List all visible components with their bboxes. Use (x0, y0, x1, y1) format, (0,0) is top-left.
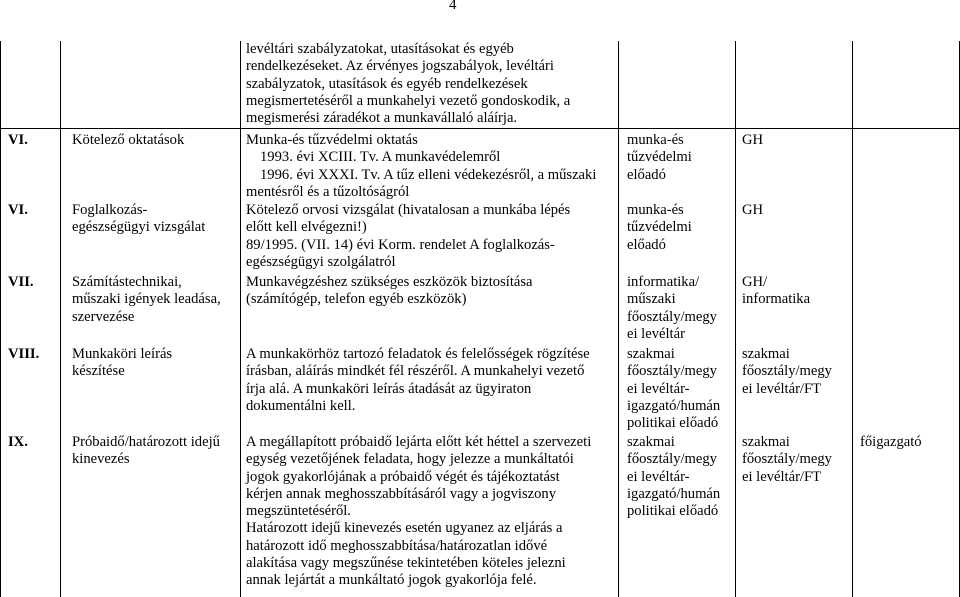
text-line: annak lejártát a munkáltató jogok gyakorlója felé. (246, 572, 537, 589)
row-extra (860, 434, 922, 451)
page-number: 4 (449, 0, 457, 13)
text-line: kérjen annak meghosszabbításáról vagy a jogviszony (246, 485, 557, 502)
text-line: mentésről és a tűzoltóságról (246, 183, 410, 200)
text-line: kinevezés (72, 451, 130, 468)
row-title (72, 274, 221, 326)
text-line: A megállapított próbaidő lejárta előtt két héttel a szervezeti (246, 434, 592, 450)
text-line: GH (742, 202, 764, 218)
text-line: főigazgató (860, 434, 922, 450)
grid-line-row (0, 128, 960, 129)
text-line: 89/1995. (VII. 14) évi Korm. rendelet A foglalkozás- (246, 236, 555, 253)
text-line: ei levéltár- (627, 468, 690, 485)
text-line: alakítása vagy megszűnése tekintetében köteles jelezni (246, 555, 566, 572)
row-responsible (627, 274, 717, 343)
text-line: ei levéltár- (627, 380, 690, 397)
text-line: szabályzatok, utasítások és egyéb rendelkezések (246, 75, 528, 92)
grid-line-col4 (618, 41, 619, 597)
grid-line-left (0, 41, 1, 597)
text-line: írja alá. A munkaköri leírás átadását az ügyiraton (246, 380, 532, 397)
text-line: megszüntetéséről. (246, 503, 351, 520)
row-content (246, 132, 596, 201)
text-line: egészségügyi szolgálatról (246, 253, 396, 270)
procedure-table (0, 41, 960, 597)
text-line: írásban, aláírás mindkét fél részéről. A munkahelyi vezető (246, 363, 585, 380)
continuation-text (246, 41, 570, 127)
text-line: műszaki igények leadása, (72, 291, 221, 308)
text-line: Foglalkozás- (72, 202, 148, 218)
text-line: jogok gyakorlójának a próbaidő végét és tájékoztatást (246, 468, 560, 485)
grid-line-col2 (60, 41, 61, 597)
text-line: rendelkezéseket. Az érvényes jogszabályok, levéltári (246, 58, 554, 75)
text-line: informatika (742, 291, 811, 308)
text-line: tűzvédelmi (627, 219, 692, 236)
text-line: igazgató/humán (627, 397, 721, 414)
row-approver (742, 346, 832, 398)
text-line: szakmai (627, 434, 675, 450)
row-title (72, 434, 220, 469)
text-line: műszaki (627, 291, 676, 308)
text-line: munka-és (627, 132, 684, 148)
text-line: 1996. évi XXXI. Tv. A tűz elleni védekezésről, a műszaki (260, 166, 597, 183)
grid-line-col6 (852, 41, 853, 597)
row-responsible (627, 346, 720, 432)
row-responsible (627, 202, 692, 254)
grid-line-col3 (240, 41, 241, 597)
text-line: dokumentálni kell. (246, 397, 356, 414)
text-line: főosztály/megy (627, 451, 717, 468)
text-line: főosztály/megy (627, 308, 717, 325)
text-line: megismertetéséről a munkahelyi vezető gondoskodik, a (246, 92, 571, 109)
text-line: szakmai (627, 346, 675, 362)
text-line: Munkaköri leírás (72, 346, 173, 362)
text-line: levéltári szabályzatokat, utasításokat és egyéb (246, 41, 514, 57)
text-line: politikai előadó (627, 415, 719, 432)
text-line: Számítástechnikai, (72, 274, 182, 290)
row-number: IX. (8, 434, 28, 450)
text-line: Munka-és tűzvédelmi oktatás (246, 132, 418, 148)
text-line: szervezése (72, 308, 135, 325)
row-title (72, 346, 172, 381)
text-line: ei levéltár (627, 325, 685, 342)
row-responsible (627, 132, 692, 184)
grid-line-col5 (735, 41, 736, 597)
text-line: (számítógép, telefon egyéb eszközök) (246, 291, 467, 308)
text-line: GH/ (742, 274, 768, 290)
text-line: Próbaidő/határozott idejű (72, 434, 220, 450)
row-content (246, 346, 590, 415)
text-line: egység vezetőjének feladata, hogy jelezze a munkáltatói (246, 451, 574, 468)
row-number: VI. (8, 132, 28, 148)
text-line: politikai előadó (627, 503, 719, 520)
text-line: A munkakörhöz tartozó feladatok és felelősségek rögzítése (246, 346, 590, 362)
text-line: Határozott idejű kinevezés esetén ugyanez az eljárás a (246, 520, 563, 537)
text-line: GH (742, 132, 764, 148)
row-approver (742, 434, 832, 486)
row-approver (742, 202, 763, 219)
text-line: igazgató/humán (627, 485, 721, 502)
row-approver (742, 132, 763, 149)
text-line: főosztály/megy (742, 451, 832, 468)
row-number: VII. (8, 274, 34, 290)
text-line: Munkavégzéshez szükséges eszközök biztosítása (246, 274, 533, 290)
row-number: VI. (8, 202, 28, 218)
text-line: előadó (627, 166, 666, 183)
row-title (72, 202, 205, 237)
row-title (72, 132, 184, 149)
text-line: egészségügyi vizsgálat (72, 219, 206, 236)
text-line: megismerési záradékot a munkavállaló aláírja. (246, 110, 518, 127)
text-line: informatika/ (627, 274, 700, 290)
text-line: határozott idő meghosszabbítása/határozatlan idővé (246, 537, 548, 554)
text-line: szakmai (742, 434, 790, 450)
row-number: VIII. (8, 346, 40, 362)
text-line: előadó (627, 236, 666, 253)
text-line: előtt kell elvégezni!) (246, 219, 367, 236)
row-content (246, 274, 533, 309)
text-line: Kötelező oktatások (72, 132, 185, 148)
row-content (246, 202, 570, 271)
row-approver (742, 274, 810, 309)
text-line: főosztály/megy (742, 363, 832, 380)
text-line: ei levéltár/FT (742, 468, 822, 485)
text-line: 1993. évi XCIII. Tv. A munkavédelemről (260, 149, 501, 166)
text-line: szakmai (742, 346, 790, 362)
row-responsible (627, 434, 720, 520)
text-line: tűzvédelmi (627, 149, 692, 166)
text-line: Kötelező orvosi vizsgálat (hivatalosan a munkába lépés (246, 202, 571, 218)
text-line: készítése (72, 363, 125, 380)
text-line: munka-és (627, 202, 684, 218)
row-content (246, 434, 591, 590)
text-line: ei levéltár/FT (742, 380, 822, 397)
text-line: főosztály/megy (627, 363, 717, 380)
